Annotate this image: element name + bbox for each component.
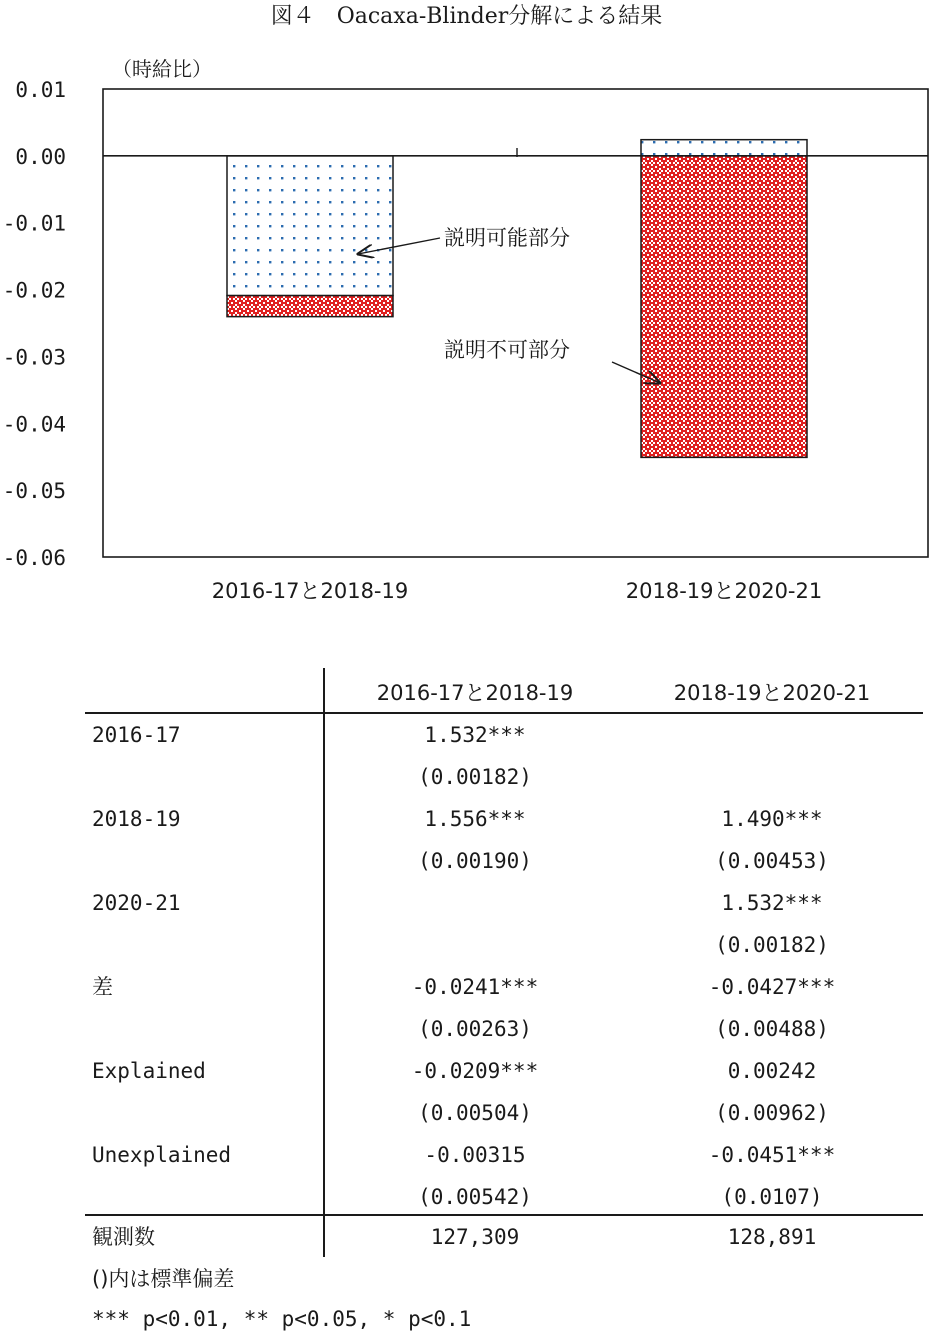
table-cell-col2: -0.0451***	[708, 1143, 836, 1167]
y-tick-label: -0.06	[2, 546, 66, 570]
table-obs-col2: 128,891	[727, 1225, 817, 1249]
table-cell-col1	[325, 882, 625, 924]
table-cell-col1: 1.532***	[424, 723, 526, 747]
table-cell-col2: -0.0427***	[708, 975, 836, 999]
table-header-col1: 2016-17と2018-19	[376, 681, 574, 705]
figure-title: 図４ Oacaxa-Blinder分解による結果	[270, 4, 663, 29]
table-obs-rule	[85, 1214, 923, 1216]
x-category-label: 2018-19と2020-21	[625, 579, 823, 603]
table-cell-col1-se: (0.00504)	[418, 1101, 532, 1125]
table-cell-col2-se	[622, 756, 922, 798]
table-cell-col1: -0.0209***	[411, 1059, 539, 1083]
y-tick-label: -0.05	[2, 479, 66, 504]
table-cell-col2: 1.532***	[721, 891, 823, 915]
table-cell-col2: 1.490***	[721, 807, 823, 831]
annotation-explained: 説明可能部分	[444, 226, 570, 250]
y-tick-label: 0.00	[15, 144, 66, 169]
table-header-col2: 2018-19と2020-21	[673, 681, 871, 705]
y-tick-label: -0.02	[2, 278, 66, 303]
bar-segment-unexplained	[641, 156, 807, 458]
table-cell-col1-se: (0.00263)	[418, 1017, 532, 1041]
annotation-unexplained: 説明不可部分	[444, 338, 570, 362]
table-row-label: 2016-17	[92, 723, 181, 747]
y-axis-label: （時給比）	[112, 57, 212, 81]
table-row-label: 2020-21	[92, 891, 181, 915]
table-cell-col1: -0.0241***	[411, 975, 539, 999]
table-note-significance: *** p<0.01, ** p<0.05, * p<0.1	[92, 1307, 472, 1331]
x-category-label: 2016-17と2018-19	[211, 579, 409, 603]
table-cell-col1-se: (0.00182)	[418, 765, 532, 789]
table-cell-col2-se: (0.00488)	[715, 1017, 829, 1041]
table-note-se: ()内は標準偏差	[92, 1267, 235, 1291]
table-row-label: Unexplained	[92, 1143, 232, 1167]
bar-segment-unexplained	[227, 296, 393, 317]
table-row-label: 2018-19	[92, 807, 181, 831]
stacked-bar-chart	[0, 40, 933, 620]
table-obs-col1: 127,309	[430, 1225, 520, 1249]
table-cell-col1-se	[325, 924, 625, 966]
table-obs-label: 観測数	[92, 1225, 155, 1249]
bar-segment-explained	[227, 156, 393, 296]
table-cell-col2-se: (0.00182)	[715, 933, 829, 957]
table-column-rule	[323, 668, 325, 1257]
table-cell-col2-se: (0.00962)	[715, 1101, 829, 1125]
table-header-rule	[85, 712, 923, 714]
table-cell-col1: -0.00315	[424, 1143, 526, 1167]
y-tick-label: -0.01	[2, 211, 66, 236]
table-row-label: 差	[92, 975, 113, 999]
bar-segment-explained	[641, 140, 807, 156]
table-cell-col2-se: (0.0107)	[721, 1185, 823, 1209]
table-cell-col2: 0.00242	[727, 1059, 817, 1083]
table-cell-col2	[622, 714, 922, 756]
y-tick-label: 0.01	[15, 78, 66, 102]
table-cell-col1-se: (0.00542)	[418, 1185, 532, 1209]
y-tick-label: -0.03	[2, 345, 66, 370]
table-cell-col2-se: (0.00453)	[715, 849, 829, 873]
table-row-label: Explained	[92, 1059, 206, 1083]
table-cell-col1-se: (0.00190)	[418, 849, 532, 873]
y-tick-label: -0.04	[2, 412, 66, 437]
table-cell-col1: 1.556***	[424, 807, 526, 831]
